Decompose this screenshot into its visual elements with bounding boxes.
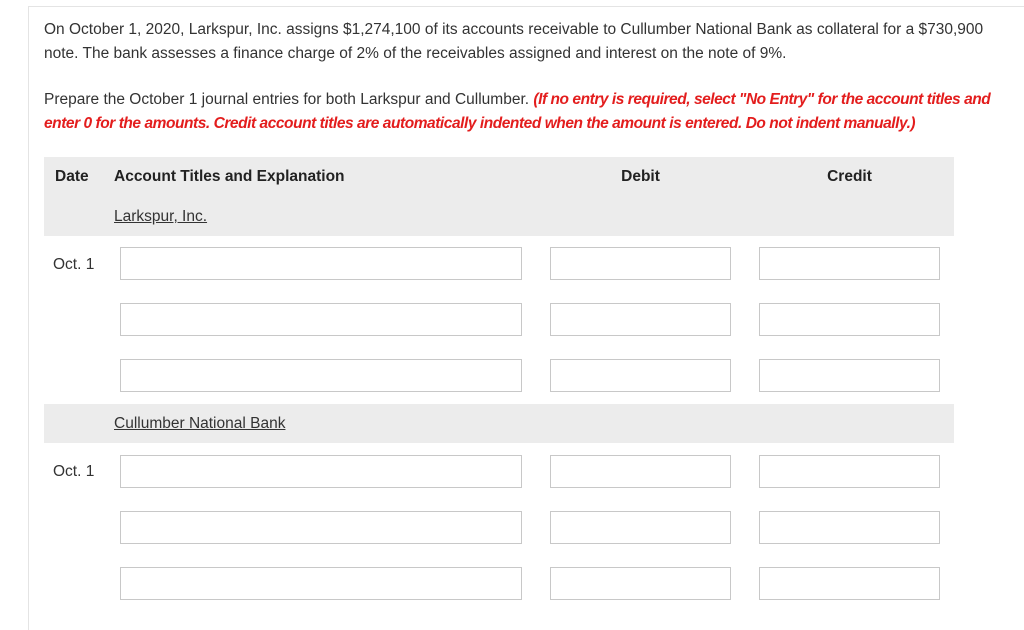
- instructions-lead: Prepare the October 1 journal entries for both Larkspur and Cullumber.: [44, 91, 530, 108]
- instructions-note: (If no entry is required, select "No Entry" for the account titles and enter 0 for the amounts. Credit account titles are automatically indented when the amount is entered. Do not indent manually.): [44, 91, 991, 132]
- column-header-account-titles: Account Titles and Explanation: [114, 168, 345, 185]
- debit-amount-input[interactable]: [550, 303, 731, 336]
- company-heading-larkspur: Larkspur, Inc.: [114, 208, 208, 225]
- entry-date-larkspur: Oct. 1: [53, 256, 95, 273]
- debit-amount-input[interactable]: [550, 247, 731, 280]
- credit-amount-input[interactable]: [759, 567, 940, 600]
- account-title-input[interactable]: [120, 511, 522, 544]
- question-text: On October 1, 2020, Larkspur, Inc. assigns $1,274,100 of its accounts receivable to Cullumber National Bank as collateral for a $730,900 note. The bank assesses a finance charge of 2% of the receivables assigned and interest on the note of 9%.: [44, 21, 984, 62]
- account-title-input[interactable]: [120, 567, 522, 600]
- entry-date-cullumber: Oct. 1: [53, 463, 95, 480]
- instructions: [44, 88, 1019, 136]
- column-header-date: Date: [55, 168, 89, 185]
- credit-amount-input[interactable]: [759, 359, 940, 392]
- debit-amount-input[interactable]: [550, 567, 731, 600]
- credit-amount-input[interactable]: [759, 511, 940, 544]
- column-header-debit: Debit: [621, 168, 660, 185]
- account-title-input[interactable]: [120, 303, 522, 336]
- debit-amount-input[interactable]: [550, 511, 731, 544]
- account-title-input[interactable]: [120, 359, 522, 392]
- column-header-credit: Credit: [827, 168, 872, 185]
- debit-amount-input[interactable]: [550, 359, 731, 392]
- credit-amount-input[interactable]: [759, 303, 940, 336]
- account-title-input[interactable]: [120, 455, 522, 488]
- credit-amount-input[interactable]: [759, 455, 940, 488]
- account-title-input[interactable]: [120, 247, 522, 280]
- credit-amount-input[interactable]: [759, 247, 940, 280]
- company-heading-cullumber: Cullumber National Bank: [114, 415, 286, 432]
- debit-amount-input[interactable]: [550, 455, 731, 488]
